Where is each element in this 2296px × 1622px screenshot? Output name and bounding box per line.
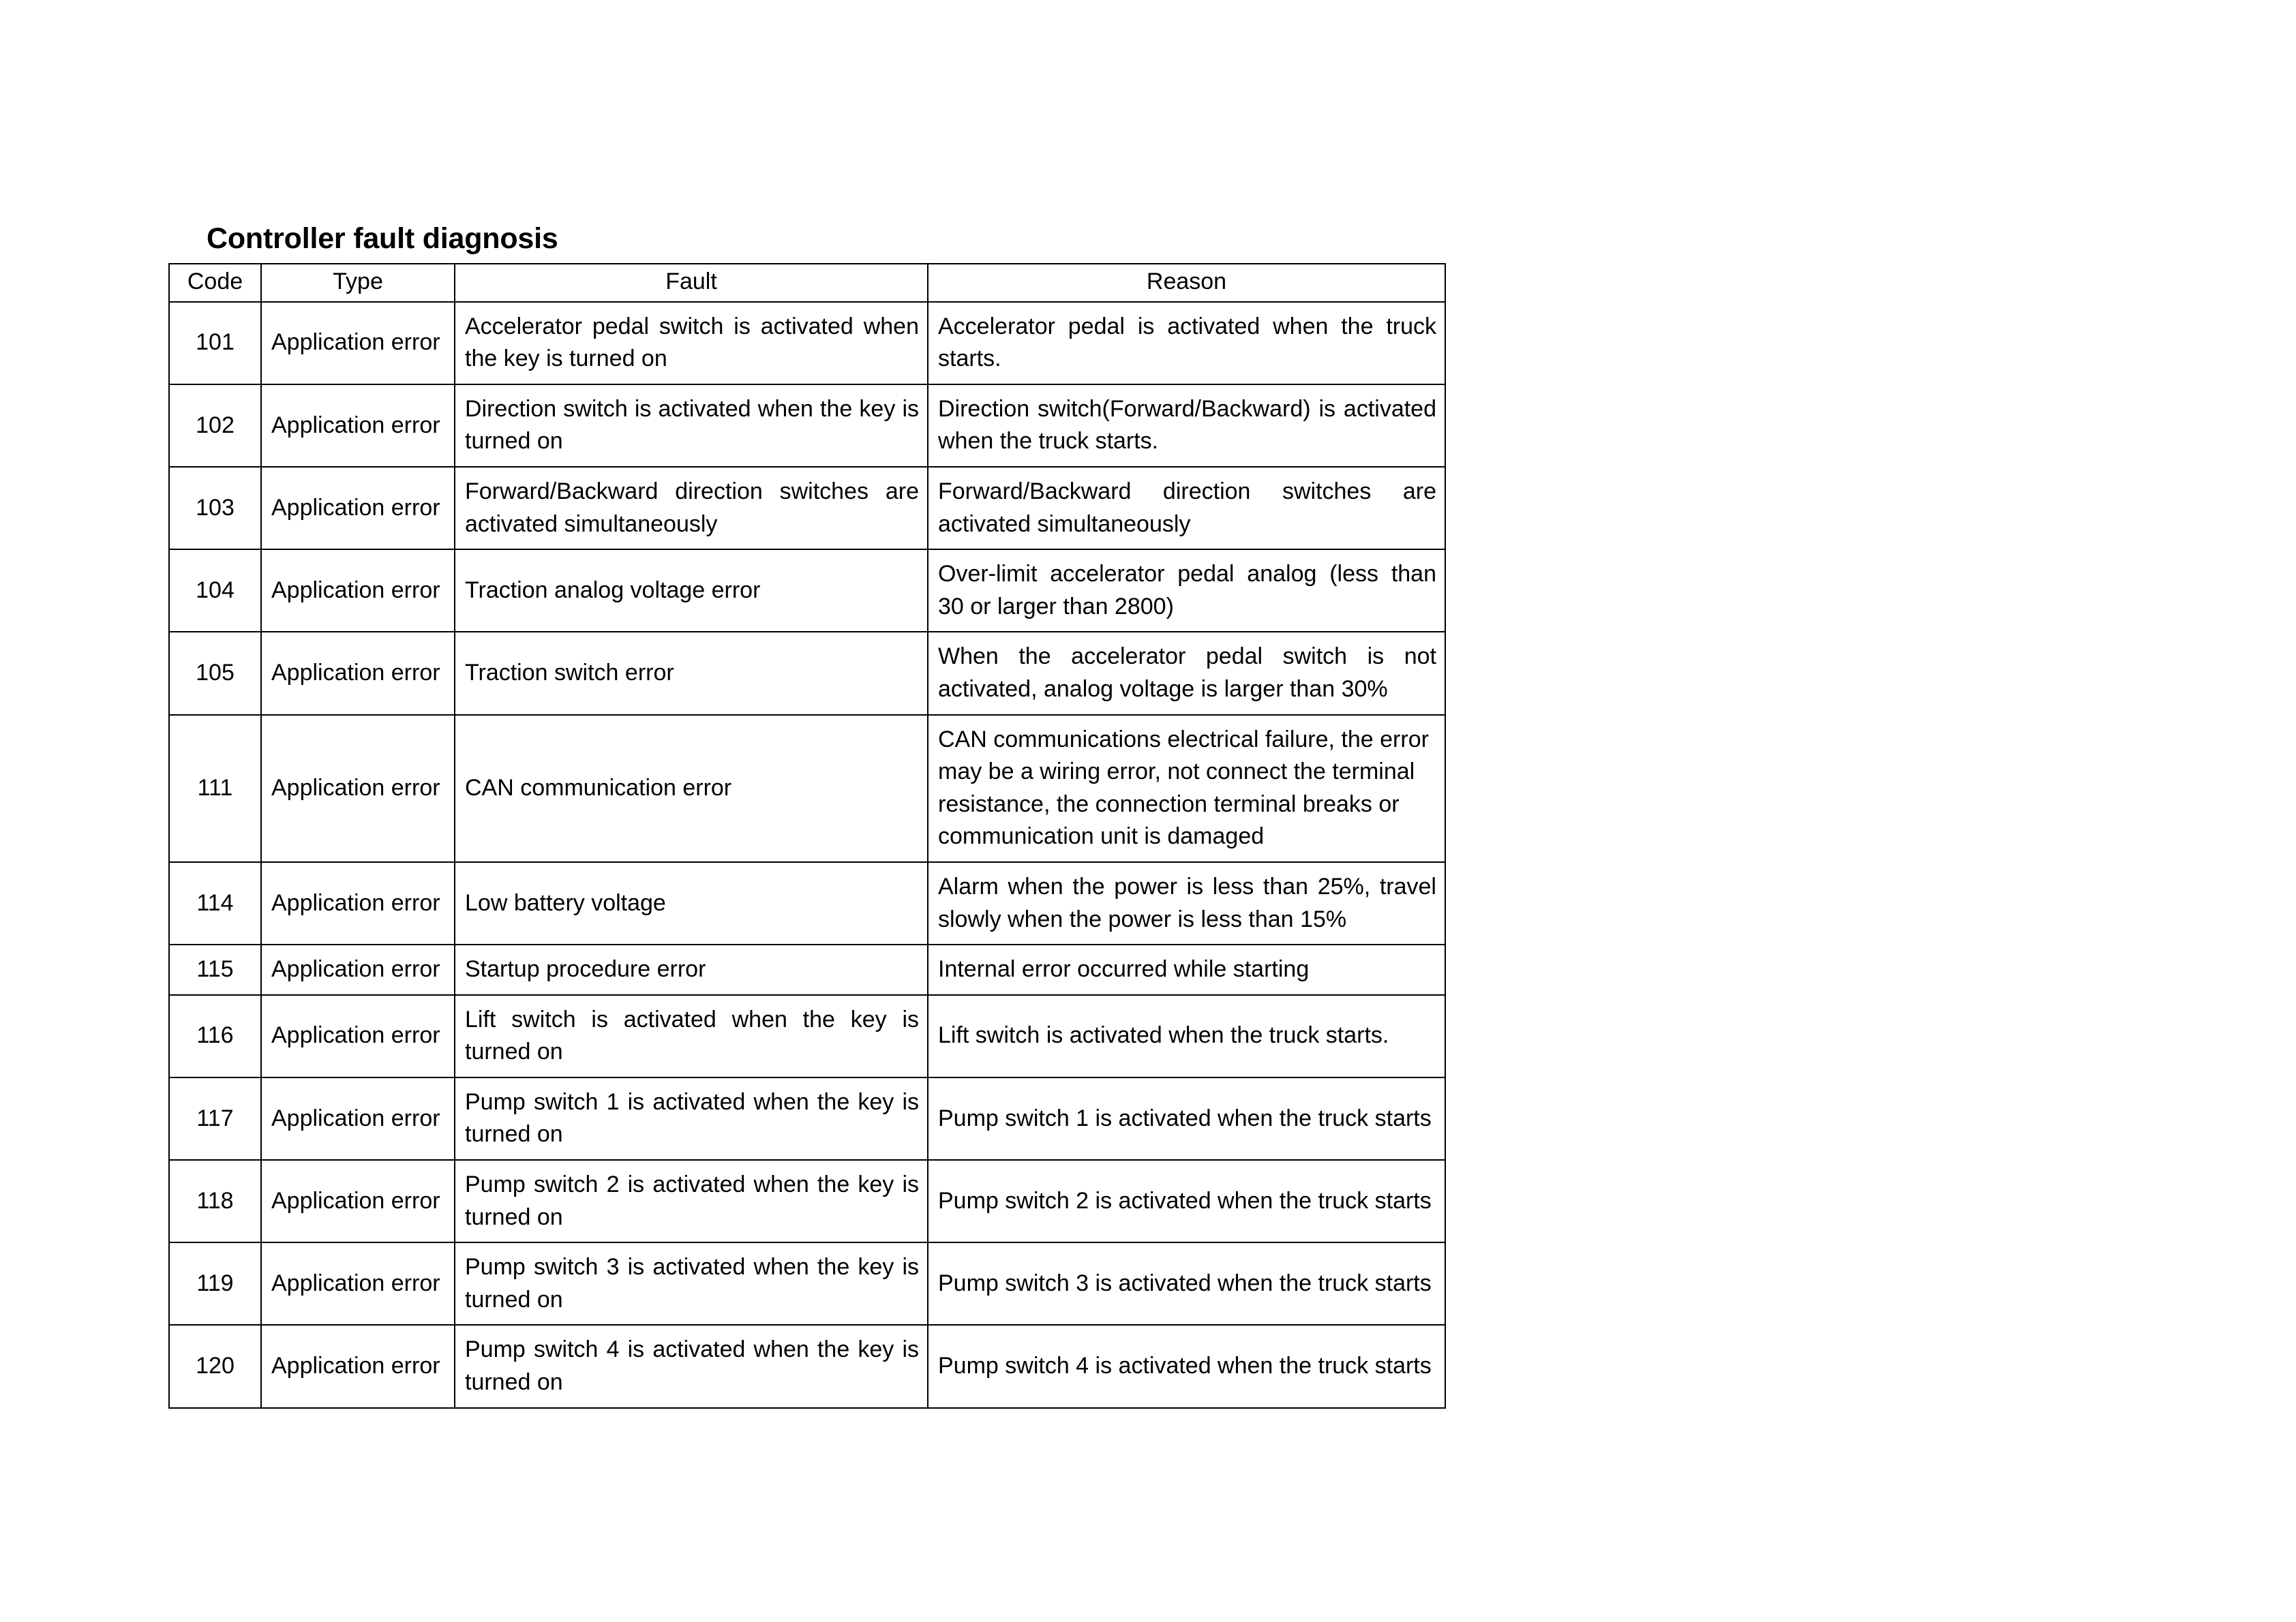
table-row	[169, 467, 1445, 549]
cell-reason: Pump switch 4 is activated when the truck starts	[928, 1325, 1445, 1407]
cell-type: Application error	[261, 1077, 455, 1160]
cell-reason: Over-limit accelerator pedal analog (less than 30 or larger than 2800)	[928, 549, 1445, 632]
column-header-reason: Reason	[928, 264, 1445, 302]
table-row	[169, 1325, 1445, 1407]
cell-type: Application error	[261, 945, 455, 995]
cell-reason: Pump switch 1 is activated when the truck starts	[928, 1077, 1445, 1160]
table-row	[169, 632, 1445, 714]
cell-fault: Pump switch 1 is activated when the key is turned on	[455, 1077, 928, 1160]
cell-fault: Low battery voltage	[455, 862, 928, 945]
cell-reason: Alarm when the power is less than 25%, travel slowly when the power is less than 15%	[928, 862, 1445, 945]
cell-fault: Pump switch 3 is activated when the key is turned on	[455, 1242, 928, 1325]
cell-code: 117	[169, 1077, 261, 1160]
column-header-code: Code	[169, 264, 261, 302]
cell-type: Application error	[261, 384, 455, 467]
cell-code: 119	[169, 1242, 261, 1325]
page-title: Controller fault diagnosis	[207, 222, 558, 255]
cell-fault: Pump switch 2 is activated when the key is turned on	[455, 1160, 928, 1242]
cell-fault: Traction analog voltage error	[455, 549, 928, 632]
cell-code: 101	[169, 302, 261, 384]
cell-fault: Accelerator pedal switch is activated when the key is turned on	[455, 302, 928, 384]
table-header-row	[169, 264, 1445, 302]
cell-fault: CAN communication error	[455, 715, 928, 862]
cell-code: 114	[169, 862, 261, 945]
cell-fault: Direction switch is activated when the key is turned on	[455, 384, 928, 467]
cell-type: Application error	[261, 995, 455, 1077]
cell-reason: Direction switch(Forward/Backward) is activated when the truck starts.	[928, 384, 1445, 467]
cell-type: Application error	[261, 302, 455, 384]
table-row	[169, 302, 1445, 384]
cell-reason: When the accelerator pedal switch is not activated, analog voltage is larger than 30%	[928, 632, 1445, 714]
cell-code: 111	[169, 715, 261, 862]
cell-reason: CAN communications electrical failure, the error may be a wiring error, not connect the terminal resistance, the connection terminal breaks or communication unit is damaged	[928, 715, 1445, 862]
cell-reason: Pump switch 3 is activated when the truck starts	[928, 1242, 1445, 1325]
column-header-fault: Fault	[455, 264, 928, 302]
cell-type: Application error	[261, 467, 455, 549]
column-header-type: Type	[261, 264, 455, 302]
cell-fault: Startup procedure error	[455, 945, 928, 995]
table-row	[169, 945, 1445, 995]
table-row	[169, 862, 1445, 945]
cell-type: Application error	[261, 715, 455, 862]
cell-code: 120	[169, 1325, 261, 1407]
cell-reason: Lift switch is activated when the truck starts.	[928, 995, 1445, 1077]
cell-code: 118	[169, 1160, 261, 1242]
cell-fault: Forward/Backward direction switches are activated simultaneously	[455, 467, 928, 549]
cell-code: 104	[169, 549, 261, 632]
cell-reason: Accelerator pedal is activated when the truck starts.	[928, 302, 1445, 384]
cell-fault: Traction switch error	[455, 632, 928, 714]
table-row	[169, 1242, 1445, 1325]
table-header	[169, 264, 1445, 302]
table-row	[169, 1077, 1445, 1160]
cell-type: Application error	[261, 1242, 455, 1325]
cell-type: Application error	[261, 1160, 455, 1242]
table-row	[169, 384, 1445, 467]
cell-code: 116	[169, 995, 261, 1077]
cell-type: Application error	[261, 1325, 455, 1407]
table-body	[169, 302, 1445, 1408]
cell-type: Application error	[261, 549, 455, 632]
controller-fault-diagnosis-table	[168, 263, 1446, 1409]
cell-fault: Lift switch is activated when the key is turned on	[455, 995, 928, 1077]
table-row	[169, 1160, 1445, 1242]
cell-reason: Forward/Backward direction switches are activated simultaneously	[928, 467, 1445, 549]
cell-reason: Internal error occurred while starting	[928, 945, 1445, 995]
cell-type: Application error	[261, 632, 455, 714]
table-row	[169, 995, 1445, 1077]
cell-code: 115	[169, 945, 261, 995]
cell-code: 103	[169, 467, 261, 549]
cell-reason: Pump switch 2 is activated when the truck starts	[928, 1160, 1445, 1242]
cell-fault: Pump switch 4 is activated when the key is turned on	[455, 1325, 928, 1407]
cell-code: 102	[169, 384, 261, 467]
cell-type: Application error	[261, 862, 455, 945]
cell-code: 105	[169, 632, 261, 714]
table-row	[169, 549, 1445, 632]
table-row	[169, 715, 1445, 862]
